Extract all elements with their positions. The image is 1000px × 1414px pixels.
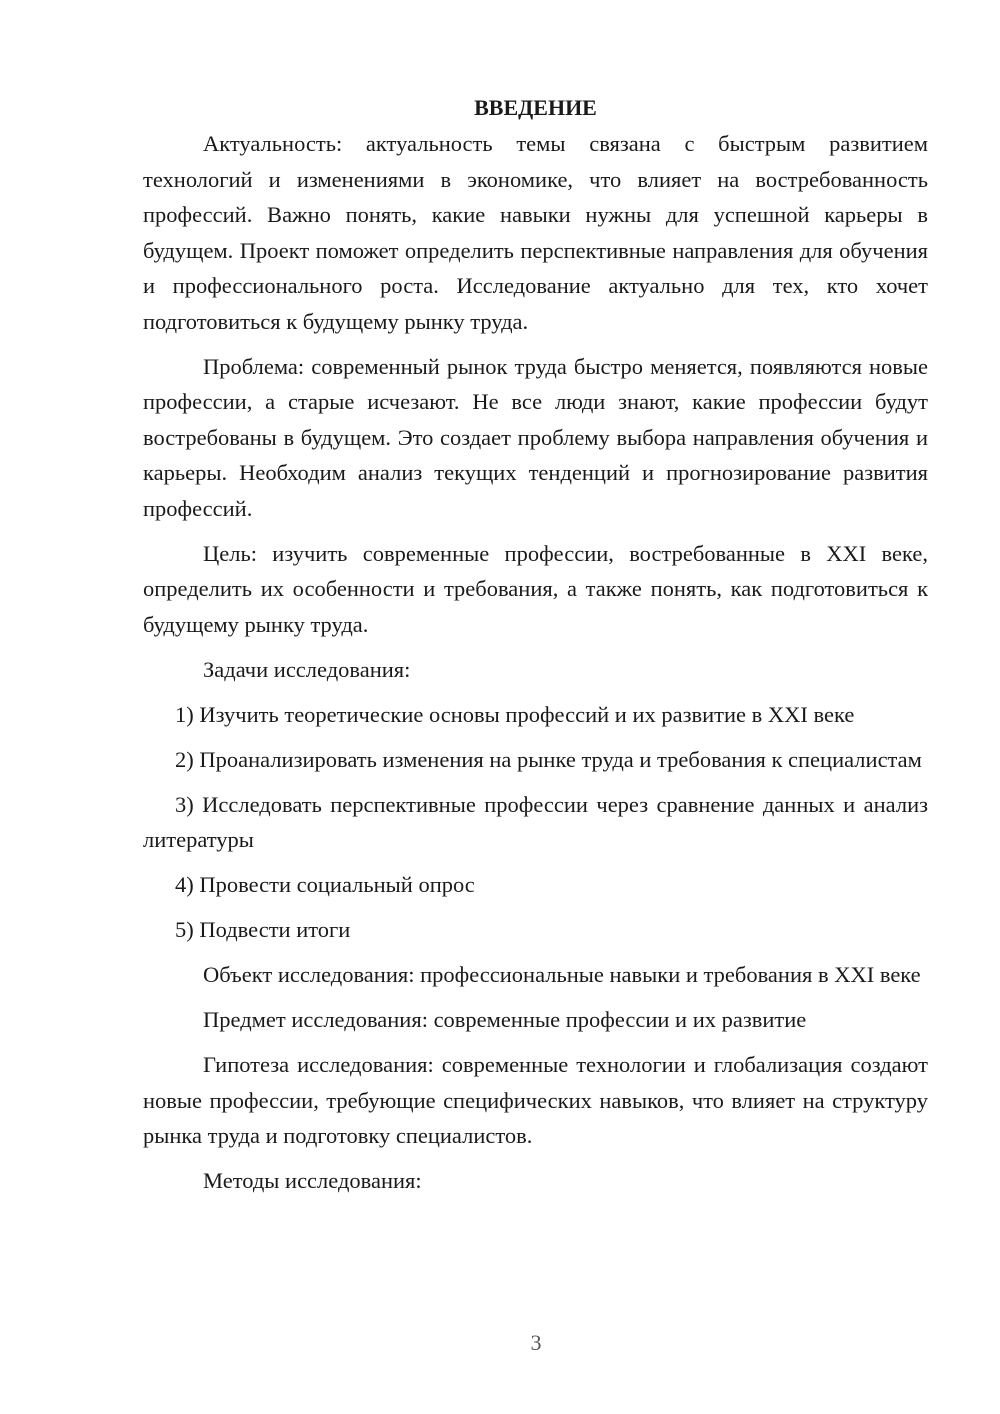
task-item: 4) Провести социальный опрос xyxy=(175,872,475,897)
paragraph-goal: Цель: изучить современные профессии, востребованные в XXI веке, определить их особенности и требования, а также понять, как подготовиться к будущему рынку труда. xyxy=(143,540,928,637)
paragraph-methods: Методы исследования: xyxy=(203,1168,422,1193)
paragraph-problem: Проблема: современный рынок труда быстро меняется, появляются новые профессии, а старые исчезают. Не все люди знают, какие профессии будут востребованы в будущем. Это создает проблему выбора направления обучения и карьеры. Необходим анализ текущих тенденций и прогнозирование развития профессий. xyxy=(143,353,928,521)
paragraph-object: Объект исследования: профессиональные навыки и требования в XXI веке xyxy=(203,962,921,987)
task-item: 1) Изучить теоретические основы профессий и их развитие в XXI веке xyxy=(175,701,855,727)
document-page xyxy=(143,90,928,1208)
tasks-heading: Задачи исследования: xyxy=(203,656,411,682)
paragraph-hypothesis: Гипотеза исследования: современные технологии и глобализация создают новые профессии, требующие специфических навыков, что влияет на структуру рынка труда и подготовку специалистов. xyxy=(143,1052,928,1148)
page-number: 3 xyxy=(530,1330,542,1355)
paragraph-subject: Предмет исследования: современные профессии и их развитие xyxy=(203,1007,807,1032)
task-item: 2) Проанализировать изменения на рынке труда и требования к специалистам xyxy=(175,746,922,772)
paragraph-relevance: Актуальность: актуальность темы связана с быстрым развитием технологий и изменениями в экономике, что влияет на востребованность профессий. Важно понять, какие навыки нужны для успешной карьеры в будущем. Проект поможет определить перспективные направления для обучения и профессионального роста. Исследование актуально для тех, кто хочет подготовиться к будущему рынку труда. xyxy=(143,131,928,334)
task-item: 5) Подвести итоги xyxy=(175,917,351,942)
task-item: 3) Исследовать перспективные профессии через сравнение данных и анализ литературы xyxy=(143,791,928,852)
section-title: ВВЕДЕНИЕ xyxy=(474,95,597,120)
